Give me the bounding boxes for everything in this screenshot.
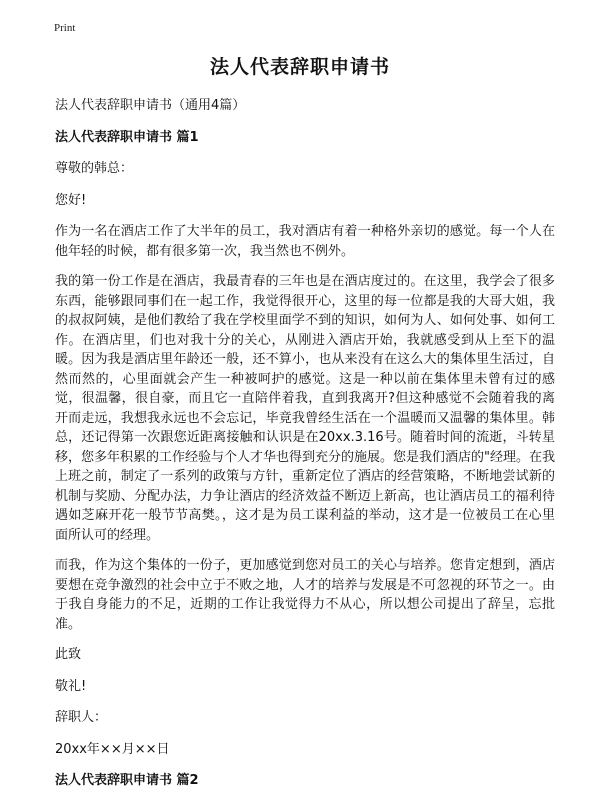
body-paragraph-2: 我的第一份工作是在酒店，我最青春的三年也是在酒店度过的。在这里，我学会了很多东西，能够跟同事们在一起工作，我觉得很开心，这里的每一位都是我的大哥大姐，我的叔叔阿姨，是他们教给了我在学校里面学不到的知识，如何为人、如何处事、如何工作。在酒店里，们也对我十分的关心，从刚进入酒店开始，我就感受到从上至下的温暖。因为我是酒店里年龄还一般，还不算小，也从来没有在这么大的集体里生活过，自然而然的，心里面就会产生一种被呵护的感觉。这是一种以前在集体里未曾有过的感觉，很温馨，很自豪，而且它一直陪伴着我，直到我离开?但这种感觉不会随着我的离开而走远，我想我永远也不会忘记，毕竟我曾经生活在一个温暖而又温馨的集体里。韩总，还记得第一次跟您近距离接触和认识是在20xx.3.16号。随着时间的流逝，斗转星移，您多年积累的工作经验与个人才华也得到充分的施展。您是我们酒店的"经理。在我上班之前，制定了一系列的政策与方针，重新定位了酒店的经营策略，不断地尝试新的机制与奖励、分配办法，力争让酒店的经济效益不断迈上新高，也让酒店员工的福利待遇如芝麻开花一般节节高樊。，这才是为员工谋利益的举动，这才是一位被员工在心里面所认可的经理。 [55, 274, 555, 543]
section-heading-2: 法人代表辞职申请书 篇2 [55, 773, 199, 788]
salutation: 尊敬的韩总： [55, 161, 134, 176]
closing-line-2: 敬礼! [55, 678, 87, 694]
print-link[interactable]: Print [54, 22, 76, 34]
closing-line-1: 此致 [55, 647, 82, 662]
body-paragraph-3: 而我，作为这个集体的一份子，更加感觉到您对员工的关心与培养。您肯定想到，酒店要想在竞争激烈的社会中立于不败之地，人才的培养与发展是不可忽视的环节之一。由于我自身能力的不足，近期的工作让我觉得力不从心，所以想公司提出了辞呈，忘批准。 [55, 558, 555, 632]
section-heading-1: 法人代表辞职申请书 篇1 [55, 129, 199, 145]
signature-line: 辞职人： [55, 710, 108, 725]
document-subtitle: 法人代表辞职申请书（通用4篇） [55, 98, 246, 113]
body-paragraph-1: 作为一名在酒店工作了大半年的员工，我对酒店有着一种格外亲切的感觉。每一个人在他年轻的时候，都有很多第一次，我当然也不例外。 [55, 224, 555, 259]
date-line: 20xx年××月××日 [55, 741, 170, 757]
document-title: 法人代表辞职申请书 [209, 56, 390, 78]
document-body [55, 96, 555, 803]
greeting: 您好! [55, 192, 87, 208]
